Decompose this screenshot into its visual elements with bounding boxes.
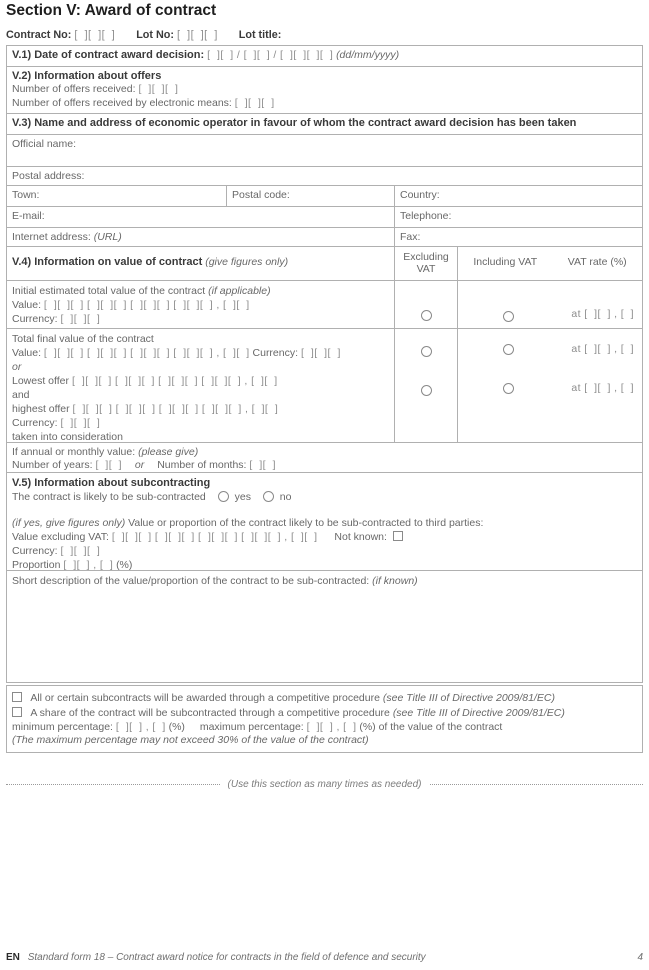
share-subcontracted-note: (see Title III of Directive 2009/81/EC) — [392, 706, 565, 719]
internet-address-field[interactable] — [7, 228, 394, 246]
years-boxes[interactable]: [ ][ ] — [95, 459, 122, 471]
section-v1-box — [6, 45, 643, 67]
section-v2-box — [6, 66, 643, 115]
initial-value-cell — [7, 281, 394, 328]
offers-vat-rate-boxes[interactable]: at [ ][ ] , [ ] — [571, 381, 634, 394]
url-note: (URL) — [93, 230, 122, 243]
total-currency-boxes[interactable]: [ ][ ][ ] — [300, 346, 341, 359]
total-currency-label: Currency: — [252, 346, 299, 359]
proportion-boxes[interactable]: [ ][ ] , [ ] — [63, 558, 114, 571]
ifyes-note: (if yes, give figures only) — [12, 516, 126, 529]
ifyes-label: Value or proportion of the contract likely to be sub-contracted to third parties: — [128, 516, 484, 529]
offers-received-boxes[interactable]: [ ][ ][ ] — [138, 83, 179, 95]
subcontracted-label: The contract is likely to be sub-contracted — [12, 490, 206, 503]
subcontracted-line — [12, 490, 637, 504]
initial-currency-boxes[interactable]: [ ][ ][ ] — [60, 312, 101, 325]
min-percentage-suffix: (%) — [168, 720, 185, 733]
share-subcontracted-line — [12, 706, 637, 721]
initial-vat-rate-boxes[interactable]: at [ ][ ] , [ ] — [571, 308, 634, 320]
all-subcontracts-checkbox[interactable] — [12, 692, 22, 702]
fax-label: Fax: — [400, 230, 421, 243]
divider-note: (Use this section as many times as needed) — [227, 778, 422, 790]
max-percentage-note: (The maximum percentage may not exceed 30% of the value of the contract) — [12, 734, 369, 746]
fax-field[interactable] — [394, 228, 642, 246]
total-value-cell — [7, 329, 394, 442]
v5-subcontracting-details — [7, 473, 642, 570]
internet-address-label: Internet address: — [12, 230, 91, 243]
v5-currency-boxes[interactable]: [ ][ ][ ] — [60, 544, 101, 557]
highest-offer-boxes[interactable]: [ ][ ][ ] [ ][ ][ ] [ ][ ][ ] [ ][ ][ ] , [ ][ ] — [72, 402, 279, 415]
taken-into-consideration-label: taken into consideration — [12, 430, 123, 443]
operator-contact-table — [6, 134, 643, 247]
contract-lot-line — [6, 29, 643, 41]
v5-currency-label: Currency: — [12, 544, 58, 557]
town-label: Town: — [12, 188, 40, 201]
dotted-line-left — [6, 784, 220, 785]
initial-excluding-vat-radio[interactable] — [421, 310, 432, 321]
short-description-field[interactable] — [7, 570, 642, 682]
subcontracted-no-label: no — [279, 490, 292, 503]
initial-currency-label: Currency: — [12, 312, 58, 325]
row-email-telephone — [7, 206, 642, 227]
v4-annual-monthly-row — [7, 442, 642, 472]
all-subcontracts-note: (see Title III of Directive 2009/81/EC) — [382, 691, 555, 704]
postal-address-label: Postal address: — [12, 169, 85, 182]
v1-heading: V.1) Date of contract award decision: — [12, 49, 205, 61]
page-footer — [6, 952, 643, 963]
proportion-suffix: (%) — [116, 558, 133, 571]
total-value-boxes[interactable]: [ ][ ][ ] [ ][ ][ ] [ ][ ][ ] [ ][ ][ ] , [ ][ ] — [43, 346, 250, 359]
min-percentage-boxes[interactable]: [ ][ ] , [ ] — [115, 720, 166, 733]
and-label: and — [12, 388, 30, 401]
email-field[interactable] — [7, 207, 394, 227]
v2-offers-received-line — [12, 83, 637, 97]
max-percentage-suffix: (%) of the value of the contract — [359, 720, 503, 733]
row-postal-address — [7, 166, 642, 185]
min-percentage-label: minimum percentage: — [12, 720, 113, 733]
v4-right-header-cell — [457, 247, 642, 280]
offers-excluding-vat-radio[interactable] — [421, 385, 432, 396]
total-excluding-vat-cell — [394, 329, 457, 442]
value-excluding-vat-line — [12, 530, 637, 544]
all-subcontracts-line — [12, 691, 637, 706]
total-vat-rate-boxes[interactable]: at [ ][ ] , [ ] — [571, 342, 634, 355]
contract-no-label: Contract No: — [6, 29, 72, 41]
v5-heading: V.5) Information about subcontracting — [12, 476, 211, 489]
section-repeat-divider — [6, 779, 643, 790]
annual-value-note: (please give) — [138, 445, 199, 458]
v1-date-boxes[interactable]: [ ][ ] / [ ][ ] / [ ][ ][ ][ ] — [207, 49, 334, 61]
official-name-field[interactable] — [7, 135, 642, 166]
page-title: Section V: Award of contract — [6, 2, 217, 19]
v4-total-value-row — [7, 328, 642, 442]
v4-header-row — [7, 247, 642, 280]
official-name-label: Official name: — [12, 137, 76, 150]
country-label: Country: — [400, 188, 440, 201]
country-field[interactable] — [394, 186, 642, 206]
min-max-percentage-line — [12, 721, 637, 735]
v4-heading-note: (give figures only) — [205, 255, 289, 268]
offers-currency-boxes[interactable]: [ ][ ][ ] — [60, 416, 101, 429]
months-boxes[interactable]: [ ][ ] — [249, 459, 276, 471]
share-subcontracted-checkbox[interactable] — [12, 707, 22, 717]
v4-heading-cell — [7, 247, 394, 280]
short-description-label: Short description of the value/proportion of the contract to be sub-contracted: — [12, 574, 370, 587]
footer-language: EN — [6, 952, 20, 963]
v2-offers-electronic-line — [12, 97, 637, 111]
dotted-line-right — [430, 784, 644, 785]
initial-value-prefix: Value: — [12, 298, 41, 311]
offers-including-vat-radio[interactable] — [503, 383, 514, 394]
years-or-months-label: or — [134, 459, 145, 471]
all-subcontracts-label: All or certain subcontracts will be awarded through a competitive procedure — [30, 691, 380, 704]
total-excluding-vat-radio[interactable] — [421, 346, 432, 357]
share-subcontracted-label: A share of the contract will be subcontracted through a competitive procedure — [30, 706, 390, 719]
total-including-vat-cell — [457, 329, 642, 442]
v4-heading: V.4) Information on value of contract — [12, 255, 203, 268]
telephone-label: Telephone: — [400, 209, 452, 222]
spacer — [12, 504, 637, 516]
total-value-prefix: Value: — [12, 346, 41, 359]
max-percentage-label: maximum percentage: — [199, 720, 304, 733]
initial-value-label: Initial estimated total value of the contract — [12, 284, 206, 297]
section-v3-box — [6, 113, 643, 135]
lot-title-label: Lot title: — [238, 29, 282, 41]
footer-form-title: Standard form 18 – Contract award notice for contracts in the field of defence and security — [27, 952, 426, 963]
row-official-name — [7, 135, 642, 166]
or-label: or — [12, 360, 22, 373]
row-town-postal-country — [7, 185, 642, 206]
postal-code-field[interactable] — [226, 186, 394, 206]
initial-including-vat-radio[interactable] — [503, 311, 514, 322]
section-v4-table — [6, 246, 643, 473]
total-value-label: Total final value of the contract — [12, 332, 154, 345]
value-excluding-vat-boxes[interactable]: [ ][ ][ ] [ ][ ][ ] [ ][ ][ ] [ ][ ][ ] , [ ][ ] — [111, 530, 318, 543]
offers-received-label: Number of offers received: — [12, 83, 136, 95]
v2-heading: V.2) Information about offers — [12, 69, 162, 82]
row-internet-fax — [7, 227, 642, 246]
proportion-label: Proportion — [12, 558, 61, 571]
highest-offer-label: highest offer — [12, 402, 70, 415]
town-field[interactable] — [7, 186, 226, 206]
including-vat-column-header: Including VAT — [473, 256, 538, 269]
contract-no-boxes[interactable]: [ ][ ][ ] — [74, 29, 116, 41]
lowest-offer-label: Lowest offer — [12, 374, 70, 387]
offers-currency-label: Currency: — [12, 416, 58, 429]
not-known-checkbox[interactable] — [393, 531, 403, 541]
total-including-vat-line — [458, 343, 642, 357]
short-description-note: (if known) — [372, 574, 418, 587]
email-label: E-mail: — [12, 209, 45, 222]
initial-excluding-vat-cell — [394, 281, 457, 328]
total-including-vat-radio[interactable] — [503, 344, 514, 355]
vat-rate-column-header: VAT rate (%) — [567, 256, 627, 269]
offers-electronic-boxes[interactable]: [ ][ ][ ] — [234, 96, 275, 109]
lot-no-boxes[interactable]: [ ][ ][ ] — [176, 29, 218, 41]
not-known-label: Not known: — [334, 530, 387, 543]
offers-electronic-label: Number of offers received by electronic means: — [12, 96, 232, 109]
subcontracted-yes-radio[interactable] — [218, 491, 229, 502]
offers-including-vat-line — [458, 382, 642, 396]
initial-value-boxes[interactable]: [ ][ ][ ] [ ][ ][ ] [ ][ ][ ] [ ][ ][ ] , [ ][ ] — [43, 298, 250, 311]
section-v5-box — [6, 472, 643, 683]
initial-including-vat-cell — [457, 281, 642, 328]
v4-initial-value-row — [7, 280, 642, 328]
value-excluding-vat-label: Value excluding VAT: — [12, 530, 109, 543]
competitive-procedure-box — [6, 685, 643, 753]
months-label: Number of months: — [157, 459, 247, 471]
max-percentage-boxes[interactable]: [ ][ ] , [ ] — [306, 720, 357, 733]
v3-heading: V.3) Name and address of economic operator in favour of whom the contract award decision has been taken — [12, 117, 577, 129]
telephone-field[interactable] — [394, 207, 642, 227]
v5-currency-line — [12, 544, 637, 558]
v1-date-format: (dd/mm/yyyy) — [336, 49, 400, 61]
lot-no-label: Lot No: — [136, 29, 174, 41]
subcontracted-yes-label: yes — [234, 490, 251, 503]
ifyes-line — [12, 516, 637, 530]
years-label: Number of years: — [12, 459, 93, 471]
initial-value-note: (if applicable) — [208, 284, 271, 297]
postal-address-field[interactable] — [7, 167, 642, 185]
postal-code-label: Postal code: — [232, 188, 290, 201]
annual-value-label: If annual or monthly value: — [12, 445, 136, 458]
page-number: 4 — [637, 952, 643, 963]
footer-left — [6, 952, 426, 963]
lowest-offer-boxes[interactable]: [ ][ ][ ] [ ][ ][ ] [ ][ ][ ] [ ][ ][ ] , [ ][ ] — [71, 374, 278, 387]
subcontracted-no-radio[interactable] — [263, 491, 274, 502]
excluding-vat-column-header: Excluding VAT — [394, 247, 457, 280]
